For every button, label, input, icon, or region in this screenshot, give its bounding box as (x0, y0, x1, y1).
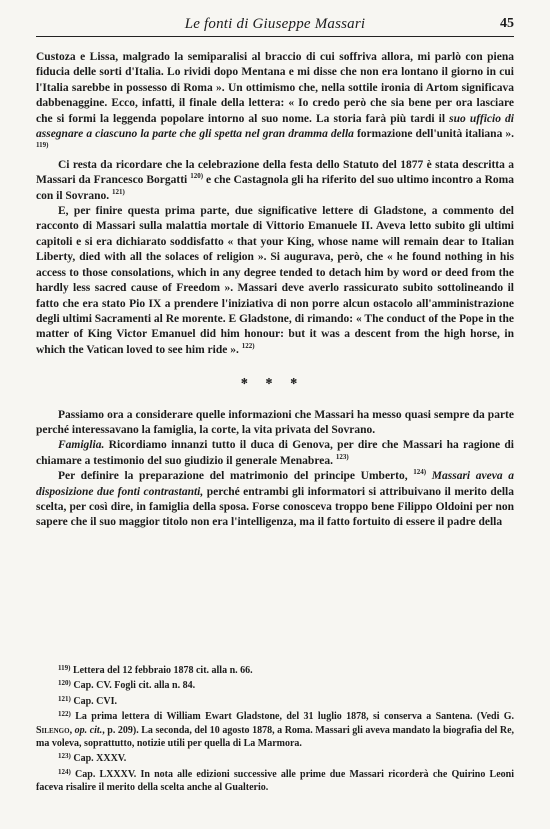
footnote-number: 122) (58, 710, 71, 719)
footnote (36, 708, 514, 750)
footnote-number: 120) (58, 679, 71, 688)
footnote-ref: 121) (112, 187, 125, 196)
paragraph (36, 50, 514, 158)
paragraph (36, 469, 514, 531)
asterism-star-icon: ✻ (265, 377, 285, 387)
text-segment: Custoza e Lissa, malgrado la semiparalisi al braccio di cui soffriva allora, mi parlò con piena fiducia delle sorti d'Italia. Lo rividi dopo Mentana e mi disse che non era lontano il giorno in cui l'Italia sarebbe in possesso di Roma ». Un ottimismo che, nella sottile ironia di Artom significava dabbenaggine. Ecco, infatti, il finale della lettera: « Io credo però che sia bene per ora lasciare che si formi la leggenda popolare intorno al suo nome. La storia farà più tardi il (36, 51, 514, 125)
text-segment: e che Castagnola gli ha riferito del suo ultimo incontro a Roma con il Sovrano. (36, 174, 514, 202)
text-segment: formazione dell'unità italiana ». (353, 128, 514, 141)
text-segment: Ricordiamo innanzi tutto il duca di Genova, per dire che Massari ha ragione di chiamare a testimonio del suo giudizio il generale Menabrea. (36, 439, 514, 467)
text-segment: , (69, 724, 75, 736)
italic-text: Famiglia. (58, 439, 105, 452)
italic-text: Massari aveva a disposizione due fonti contrastanti, (36, 470, 514, 498)
paragraph (36, 204, 514, 358)
footnotes (36, 662, 514, 795)
text-segment: perché entrambi gli informatori si attribuivano il merito della scelta, per così dire, in famiglia della sposa. Forse conosceva troppo bene Filippo Oldoini per non sapere che il suo maggior titolo non era l'intelligenza, ma il fatto fortuito di essere il padre della (36, 485, 514, 529)
footnote (36, 766, 514, 795)
paragraph (36, 438, 514, 469)
italic-text: op. cit. (74, 724, 103, 736)
asterism-star-icon: ✻ (240, 377, 260, 387)
footnote-number: 124) (58, 767, 71, 776)
text-segment: Lettera del 12 febbraio 1878 cit. alla n. 66. (72, 665, 253, 676)
body-text (36, 50, 514, 531)
footnote (36, 677, 514, 692)
text-segment: Cap. LXXXV. In nota alle edizioni successive alle prime due Massari ricorderà che Quirino Leoni faceva risalire il merito della scelta anche al Gualterio. (36, 768, 514, 794)
footnote (36, 693, 514, 708)
text-segment: Cap. CVI. (73, 695, 117, 707)
text-segment: La prima lettera di William Ewart Gladstone, del 31 luglio 1878, si conserva a Santena. (Vedi G. (75, 711, 515, 723)
footnote (36, 662, 514, 677)
footnote-number: 121) (58, 694, 71, 703)
footnote-number: 123) (58, 752, 71, 761)
text-segment: E, per finire questa prima parte, due significative lettere di Gladstone, a commento del racconto di Massari sulla malattia mortale di Vittorio Emanuele II. Aveva letto subito gli ultimi capitoli e si era dichiarato soddisfatto « that your King, whose name will remain dear to Italian Liberty, died with all the solaces of religion ». Si augurava, però, che « he found nothing in his access to those consolations, which in any degree tended to detach him by word or deed from the hardly less sacred cause of Freedom ». Massari deve averlo rassicurato subito sottolineando il fatto che era stato Pio IX a prendere l'iniziativa di non porre alcun ostacolo all'amministrazione degli ultimi Sacramenti al Re morente. E Gladstone, di rimando: « The conduct of the Pope in the matter of King Victor Emanuel did him honour: but it was a descent from the high horse, in which the Vatican loved to see him ride ». (36, 205, 514, 356)
page-number: 45 (500, 16, 514, 31)
text-segment: Passiamo ora a considerare quelle informazioni che Massari ha messo quasi sempre da parte perché interessavano la famiglia, la corte, la vita privata del Sovrano. (36, 408, 514, 436)
footnote-number: 119) (58, 664, 71, 672)
section-separator (36, 374, 514, 389)
footnote (36, 750, 514, 765)
paragraph (36, 408, 514, 439)
footnote-ref: 119) (36, 141, 49, 150)
page-header (36, 14, 514, 37)
italic-text: suo ufficio di assegnare a ciascuno la parte che gli spetta nel gran dramma della (36, 112, 514, 141)
footnote-ref: 124) (413, 468, 427, 477)
text-segment: Cap. CV. Fogli cit. alla n. 84. (73, 680, 196, 692)
small-caps-text: Silengo (36, 724, 70, 736)
text-segment: Per definire la preparazione del matrimonio del principe Umberto, (58, 470, 414, 483)
asterism-star-icon: ✻ (290, 377, 310, 387)
text-segment: Ci resta da ricordare che la celebrazione della festa dello Statuto del 1877 è stata descritta a Massari da Francesco Borgatti (36, 158, 514, 187)
footnote-ref: 123) (335, 452, 349, 461)
running-title: Le fonti di Giuseppe Massari (184, 16, 366, 32)
footnote-ref: 122) (241, 341, 255, 350)
text-segment: Cap. XXXV. (73, 753, 127, 765)
paragraph (36, 158, 514, 204)
text-segment: , p. 209). La seconda, del 10 agosto 1878, a Roma. Massari gli aveva mandato la biografia del Re, ma voleva, soprattutto, notizie utili per quella di La Marmora. (36, 724, 515, 750)
footnote-ref: 120) (190, 172, 204, 181)
